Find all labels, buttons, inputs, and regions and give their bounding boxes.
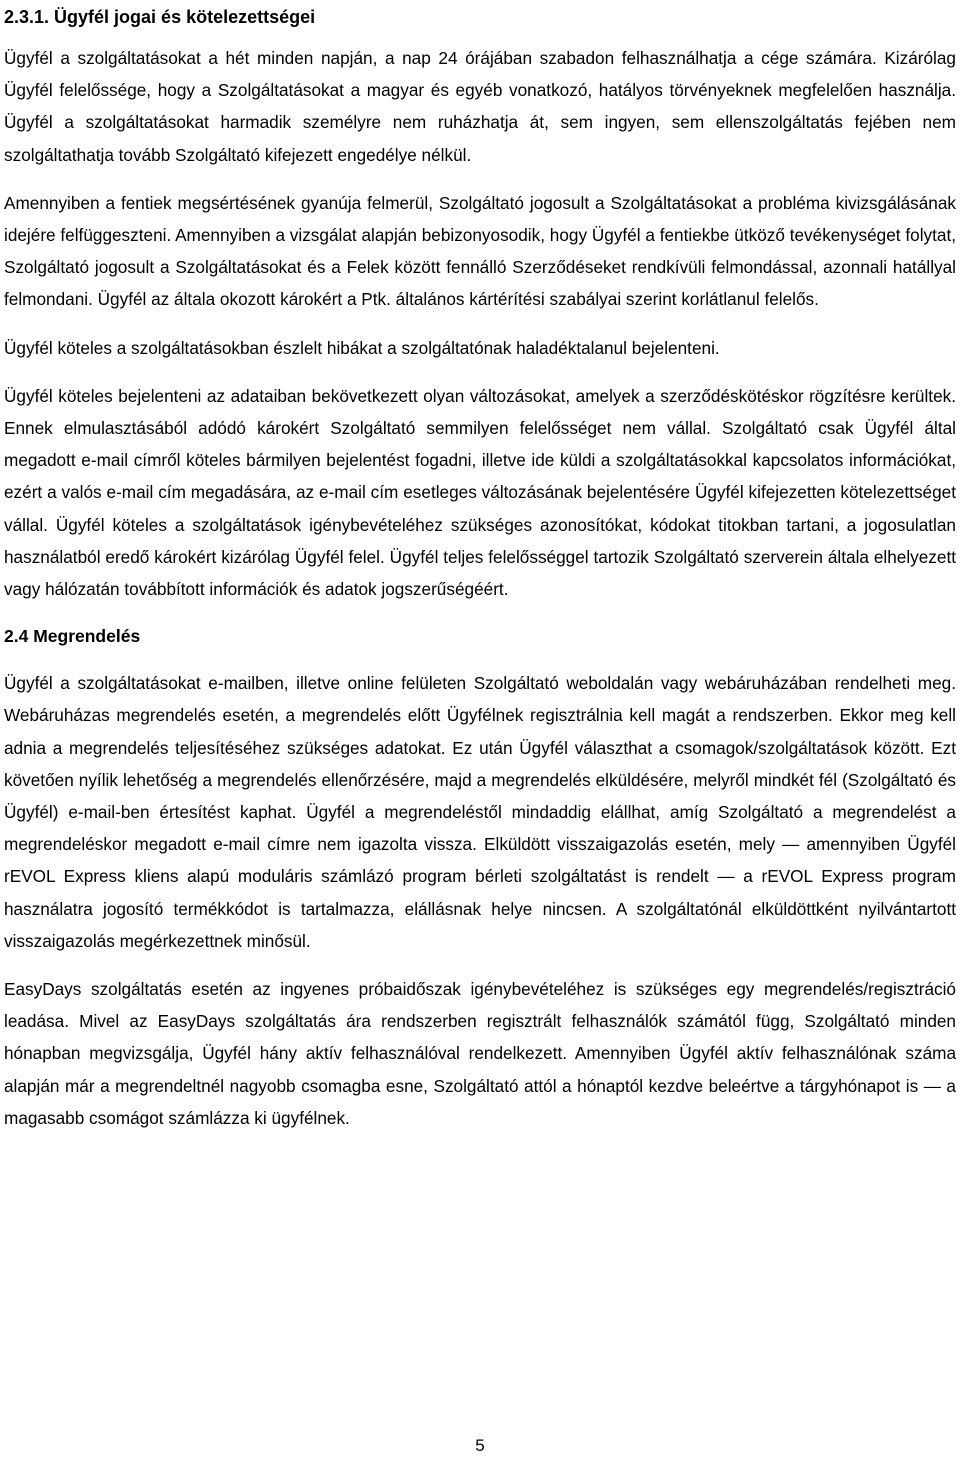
paragraph-error-reporting: Ügyfél köteles a szolgáltatásokban észlelt hibákat a szolgáltatónak haladéktalanul bejelenteni.	[4, 337, 720, 358]
paragraph-easydays: EasyDays szolgáltatás esetén az ingyenes próbaidőszak igénybevételéhez is szükséges egy megrendelés/regisztráció leadása. Mivel az EasyDays szolgáltatás ára rendszerben regisztrált felhasználók számától függ, Szolgáltató minden hónapban megvizsgálja, Ügyfél hány aktív felhasználóval rendelkezett. Amennyiben Ügyfél aktív felhasználónak száma alapján már a megrendeltnél nagyobb csomagba esne, Szolgáltató attól a hónaptól kezdve beleértve a tárgyhónapot is — a magasabb csomágot számlázza ki ügyfélnek.	[4, 979, 956, 1128]
document-page	[4, 0, 956, 1460]
page-number: 5	[475, 1436, 485, 1455]
section-heading: 2.3.1. Ügyfél jogai és kötelezettségei	[4, 7, 316, 27]
paragraph-suspension: Amennyiben a fentiek megsértésének gyanúja felmerül, Szolgáltató jogosult a Szolgáltatásokat a probléma kivizsgálásának idejére felfüggeszteni. Amennyiben a vizsgálat alapján bebizonyosodik, hogy Ügyfél a fentiekbe ütköző tevékenységet folytat, Szolgáltató jogosult a Szolgáltatásokat és a Felek között fennálló Szerződéseket rendkívüli felmondással, azonnali hatállyal felmondani. Ügyfél az általa okozott károkért a Ptk. általános kártérítési szabályai szerint korlátlanul felelős.	[4, 192, 956, 310]
paragraph-data-changes: Ügyfél köteles bejelenteni az adataiban bekövetkezett olyan változásokat, amelyek a szerződéskötéskor rögzítésre kerültek. Ennek elmulasztásából adódó károkért Szolgáltató semmilyen felelősséget nem vállal. Szolgáltató csak Ügyfél által megadott e-mail címről köteles bármilyen bejelentést fogadni, illetve ide küldi a szolgáltatásokkal kapcsolatos információkat, ezért a valós e-mail cím megadására, az e-mail cím esetleges változásának bejelentésére Ügyfél kifejezetten kötelezettséget vállal. Ügyfél köteles a szolgáltatások igénybevételéhez szükséges azonosítókat, kódokat titokban tartani, a jogosulatlan használatból eredő károkért kizárólag Ügyfél felel. Ügyfél teljes felelősséggel tartozik Szolgáltató szerverein általa elhelyezett vagy hálózatán továbbított információk és adatok jogszerűségéért.	[4, 385, 956, 600]
paragraph-ordering: Ügyfél a szolgáltatásokat e-mailben, illetve online felületen Szolgáltató weboldalán vagy webáruházában rendelheti meg. Webáruházas megrendelés esetén, a megrendelés előtt Ügyfélnek regisztrálnia kell magát a rendszerben. Ekkor meg kell adnia a megrendelés teljesítéséhez szükséges adatokat. Ez után Ügyfél választhat a csomagok/szolgáltatások között. Ezt követően nyílik lehetőség a megrendelés ellenőrzésére, majd a megrendelés elküldésére, melyről mindkét fél (Szolgáltató és Ügyfél) e-mail-ben értesítést kaphat. Ügyfél a megrendeléstől mindaddig elállhat, amíg Szolgáltató a megrendelést a megrendeléskor megadott e-mail címre nem igazolta vissza. Elküldött visszaigazolás esetén, mely — amennyiben Ügyfél rEVOL Express kliens alapú moduláris számlázó program bérleti szolgáltatást is rendelt — a rEVOL Express program használatra jogosító termékkódot is tartalmazza, elállásnak helye nincsen. A szolgáltatónál elküldöttként nyilvántartott visszaigazolás megérkezettnek minősül.	[4, 673, 956, 951]
paragraph-usage-rights: Ügyfél a szolgáltatásokat a hét minden napján, a nap 24 órájában szabadon felhasználhatja a cége számára. Kizárólag Ügyfél felelőssége, hogy a Szolgáltatásokat a magyar és egyéb vonatkozó, hatályos törvényeknek megfelelően használja. Ügyfél a szolgáltatásokat harmadik személyre nem ruházhatja át, sem ingyen, sem ellenszolgáltatás fejében nem szolgáltathatja tovább Szolgáltató kifejezett engedélye nélkül.	[4, 48, 956, 165]
order-heading: 2.4 Megrendelés	[4, 626, 141, 647]
